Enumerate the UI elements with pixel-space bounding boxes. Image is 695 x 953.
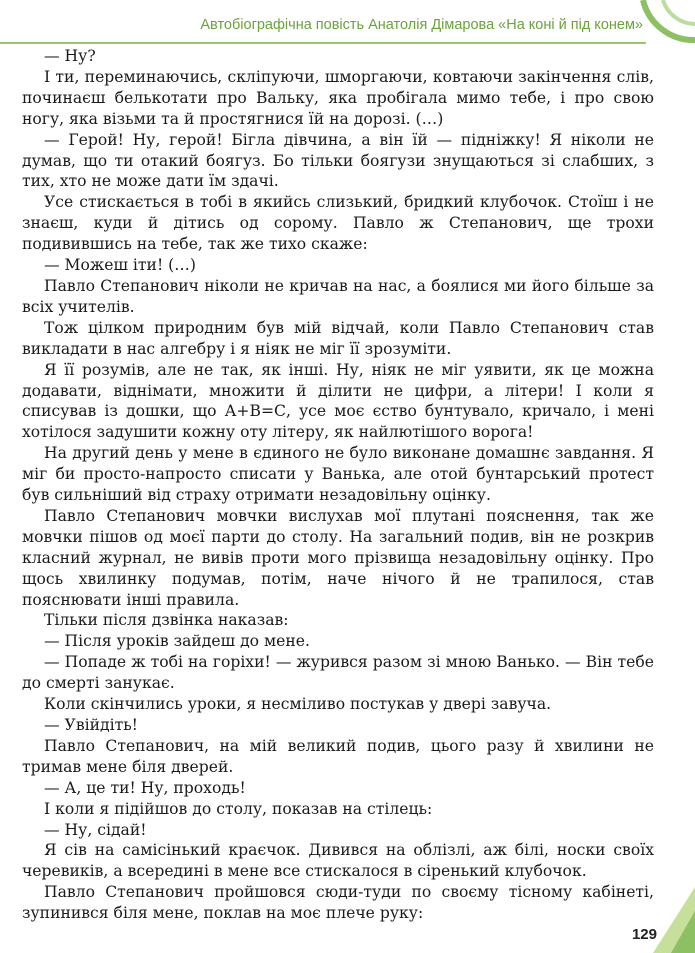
paragraph: І ти, переминаючись, скліпуючи, шморгаючи, ковтаючи закінчення слів, починаєш белькотати про Вальку, яка пробігала мимо тебе, і про свою ногу, яка візьми та й простягнися їй на дорозі. (…): [22, 67, 654, 128]
header-rule: [0, 42, 646, 44]
paragraph: Тож цілком природним був мій відчай, коли Павло Степанович став викладати в нас алгебру і я ніяк не міг її зрозуміти.: [22, 318, 654, 358]
paragraph: Я сів на самісінький краєчок. Дивився на облізлі, аж білі, носки своїх черевиків, а всередині в мене все стискалося в сіренький клубочок.: [22, 841, 654, 881]
paragraph: Усе стискається в тобі в якийсь слизький, бридкий клубочок. Стоїш і не знаєш, куди й дітись од сорому. Павло ж Степанович, ще трохи подивившись на тебе, так же тихо скаже:: [22, 193, 654, 254]
paragraph: — Можеш іти! (…): [44, 256, 196, 275]
paragraph: — Попаде ж тобі на горіхи! — журився разом зі мною Ванько. — Він тебе до смерті занукає.: [22, 653, 654, 693]
paragraph: — А, це ти! Ну, проходь!: [44, 778, 246, 797]
corner-arc-decoration: [635, 0, 695, 46]
paragraph: На другий день у мене в єдиного не було виконане домашнє завдання. Я міг би просто-напросто списати у Ванька, але отой бунтарський протест був сильніший від страху отримати незадовільну оцінку.: [22, 444, 654, 505]
running-title: Автобіографічна повість Анатолія Дімарова «На коні й під конем»: [200, 17, 643, 33]
paragraph: Тільки після дзвінка наказав:: [44, 611, 289, 630]
paragraph: — Увійдіть!: [44, 716, 138, 734]
paragraph: Я її розумів, але не так, як інші. Ну, ніяк не міг уявити, як це можна додавати, віднімати, множити й ділити не цифри, а літери! І коли я списував із дошки, що А+В=С, усе моє єство бунтувало, кричало, і мені хотілося задушити кожну оту літеру, як найлютішого ворога!: [22, 360, 654, 442]
paragraph: Коли скінчились уроки, я несміливо постукав у двері завуча.: [44, 695, 552, 714]
paragraph: — Герой! Ну, герой! Бігла дівчина, а він їй — підніжку! Я ніколи не думав, що ти отакий боягуз. Бо тільки боягузи знущаються зі слабших, з тих, хто не може дати їм здачі.: [22, 130, 654, 191]
page-number: 129: [631, 926, 657, 943]
paragraph: Павло Степанович, на мій великий подив, цього разу й хвилини не тримав мене біля дверей.: [22, 736, 654, 776]
paragraph: — Ну, сідай!: [44, 820, 147, 839]
page-header: [0, 0, 695, 46]
body-text: [22, 46, 654, 924]
paragraph: Павло Степанович ніколи не кричав на нас, а боялися ми його більше за всіх учителів.: [22, 276, 654, 316]
paragraph: — Після уроків зайдеш до мене.: [44, 632, 310, 651]
corner-triangle-decoration: [635, 881, 695, 953]
paragraph: Павло Степанович пройшовся сюди-туди по своєму тісному кабінеті, зупинився біля мене, поклав на моє плече руку:: [22, 883, 654, 923]
paragraph: — Ну?: [44, 47, 96, 65]
paragraph: І коли я підійшов до столу, показав на стілець:: [44, 799, 433, 818]
paragraph: Павло Степанович мовчки вислухав мої плутані пояснення, так же мовчки пішов од моєї парти до столу. На загальний подив, він не розкрив класний журнал, не вивів проти мого прізвища незадовільну оцінку. Про щось хвилинку подумав, потім, наче нічого й не трапилося, став пояснювати інші правила.: [22, 506, 654, 609]
